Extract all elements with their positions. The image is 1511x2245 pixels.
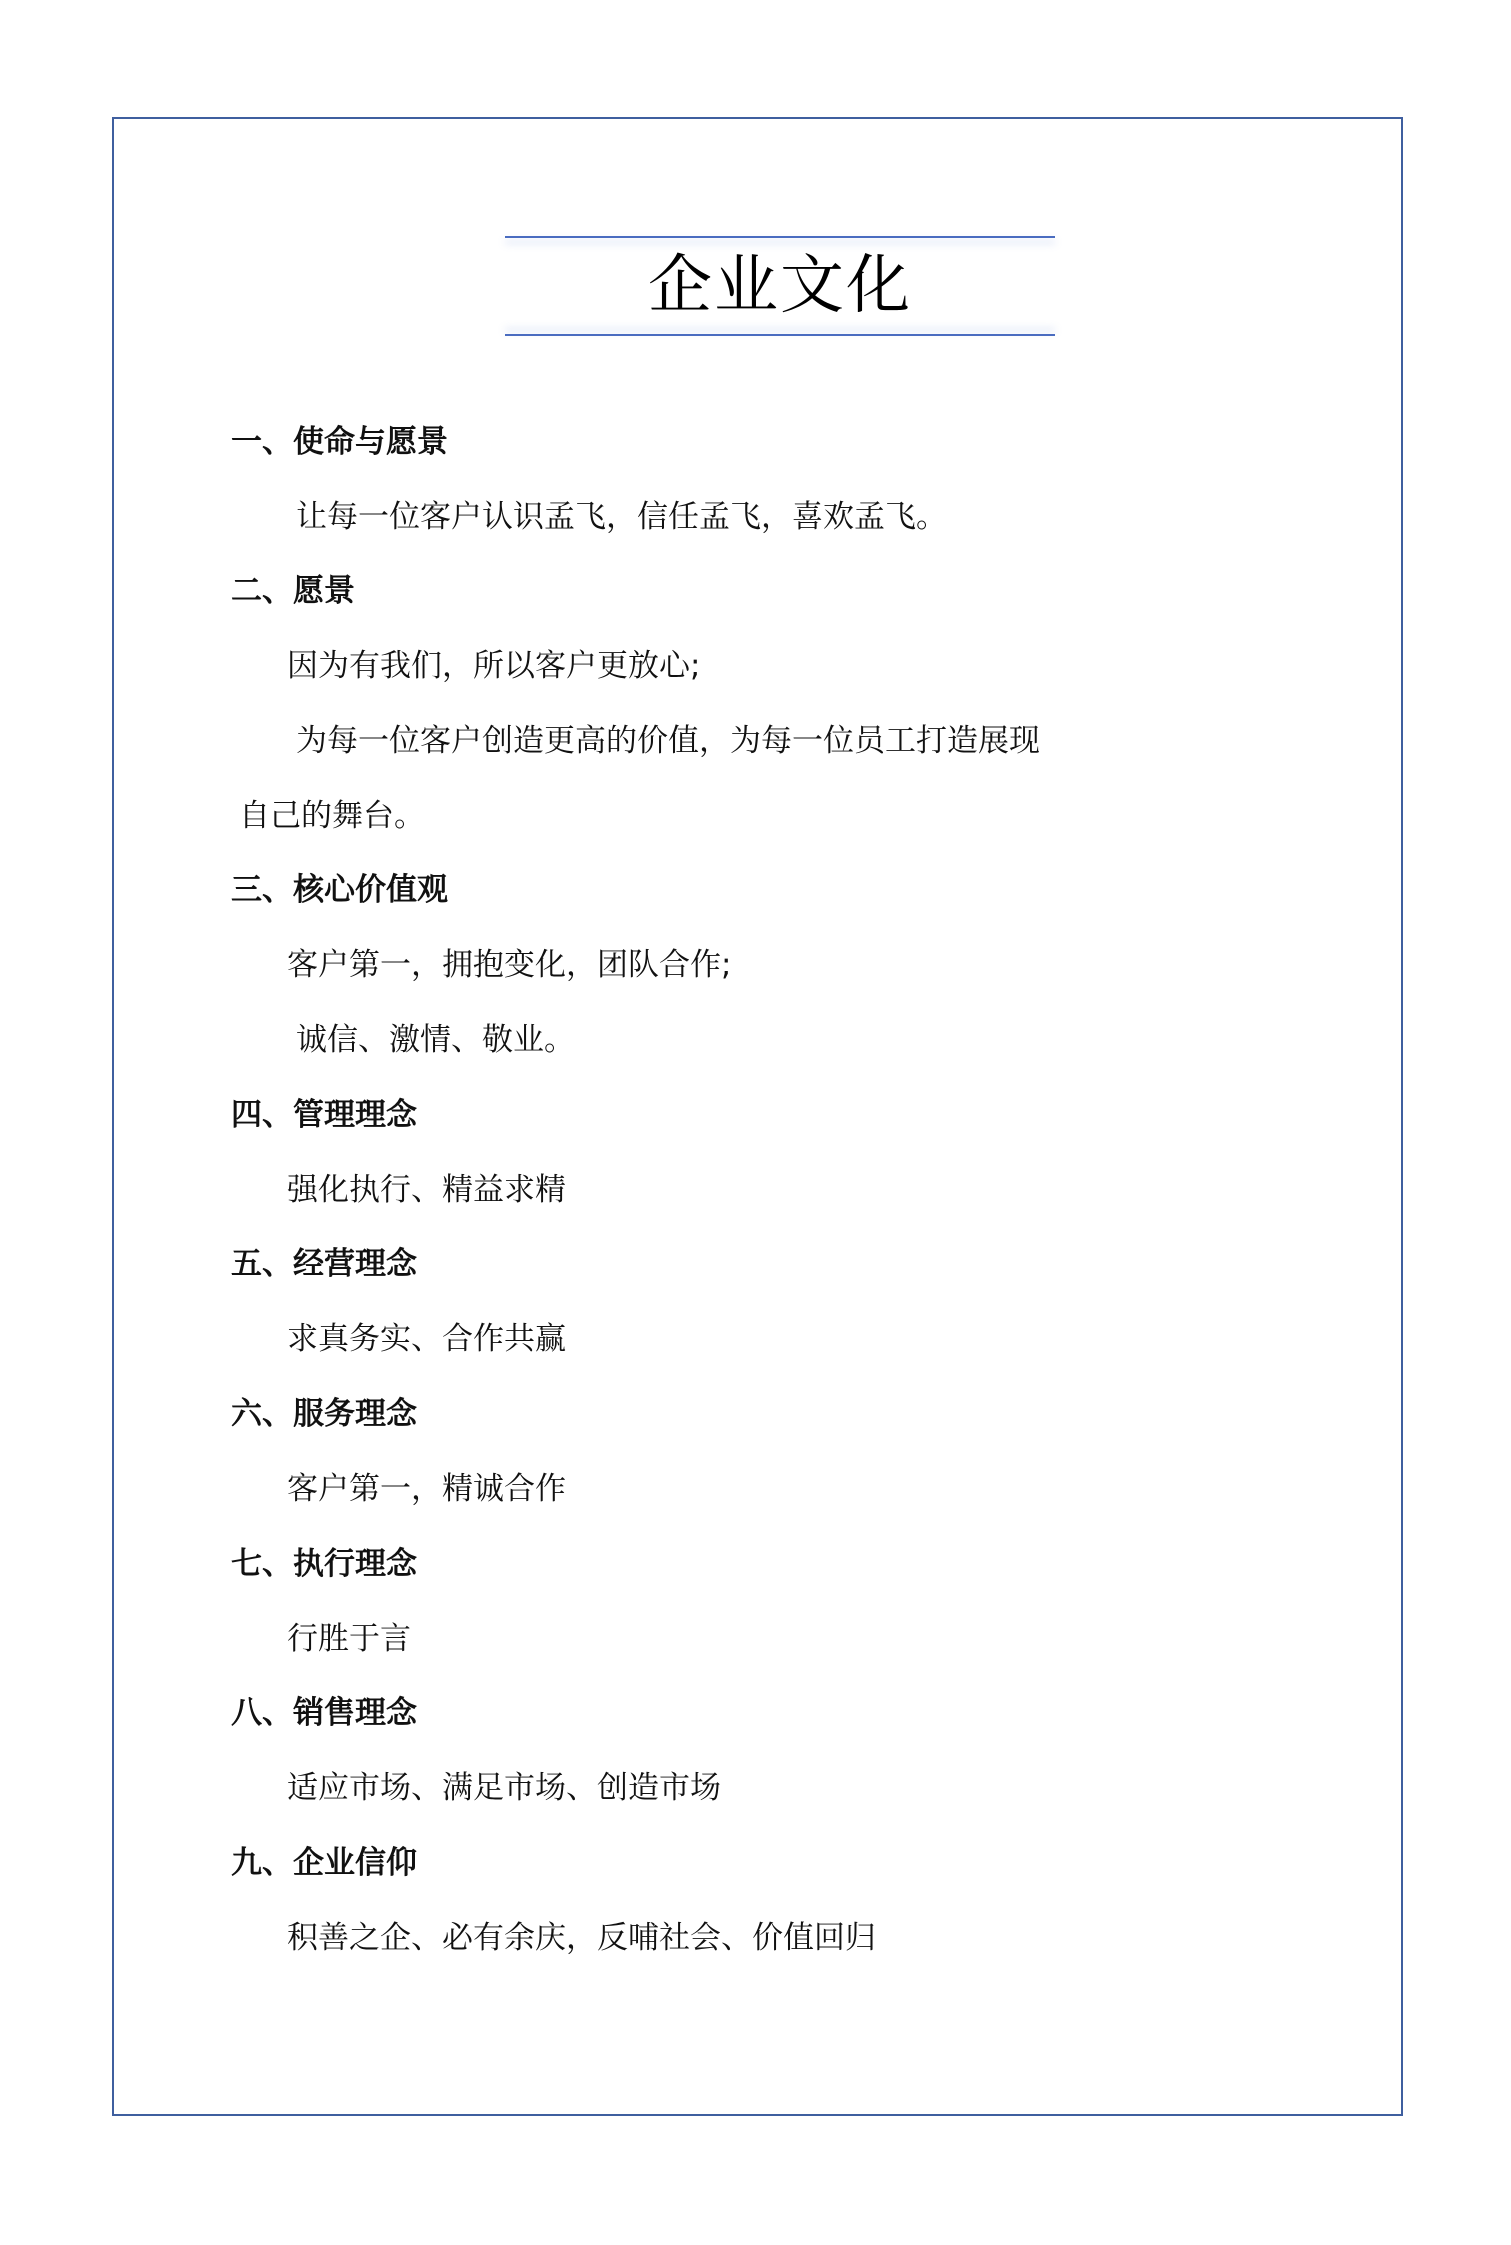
- belief-text: 积善之企、必有余庆，反哺社会、价值回归: [287, 1920, 876, 1956]
- vision-text-2: 为每一位客户创造更高的价值，为每一位员工打造展现: [296, 723, 1040, 759]
- section-heading-core-values: 三、核心价值观: [231, 872, 448, 908]
- core-values-text-1: 客户第一，拥抱变化，团队合作;: [287, 947, 732, 983]
- management-text: 强化执行、精益求精: [287, 1172, 566, 1208]
- section-heading-service: 六、服务理念: [231, 1396, 417, 1432]
- vision-text-1: 因为有我们，所以客户更放心;: [287, 648, 701, 684]
- sales-text: 适应市场、满足市场、创造市场: [287, 1770, 721, 1806]
- section-heading-management: 四、管理理念: [231, 1097, 417, 1133]
- section-heading-mission: 一、使命与愿景: [231, 424, 448, 460]
- business-text: 求真务实、合作共赢: [287, 1321, 566, 1357]
- section-heading-sales: 八、销售理念: [231, 1695, 417, 1731]
- page-title: 企业文化: [648, 249, 912, 323]
- core-values-text-2: 诚信、激情、敬业。: [296, 1022, 575, 1058]
- section-heading-belief: 九、企业信仰: [231, 1845, 417, 1881]
- execution-text: 行胜于言: [287, 1621, 411, 1657]
- service-text: 客户第一，精诚合作: [287, 1471, 566, 1507]
- section-heading-execution: 七、执行理念: [231, 1546, 417, 1582]
- mission-text: 让每一位客户认识孟飞，信任孟飞，喜欢孟飞。: [296, 499, 947, 535]
- section-heading-vision: 二、愿景: [231, 573, 355, 609]
- section-heading-business: 五、经营理念: [231, 1246, 417, 1282]
- vision-text-3: 自己的舞台。: [239, 798, 425, 834]
